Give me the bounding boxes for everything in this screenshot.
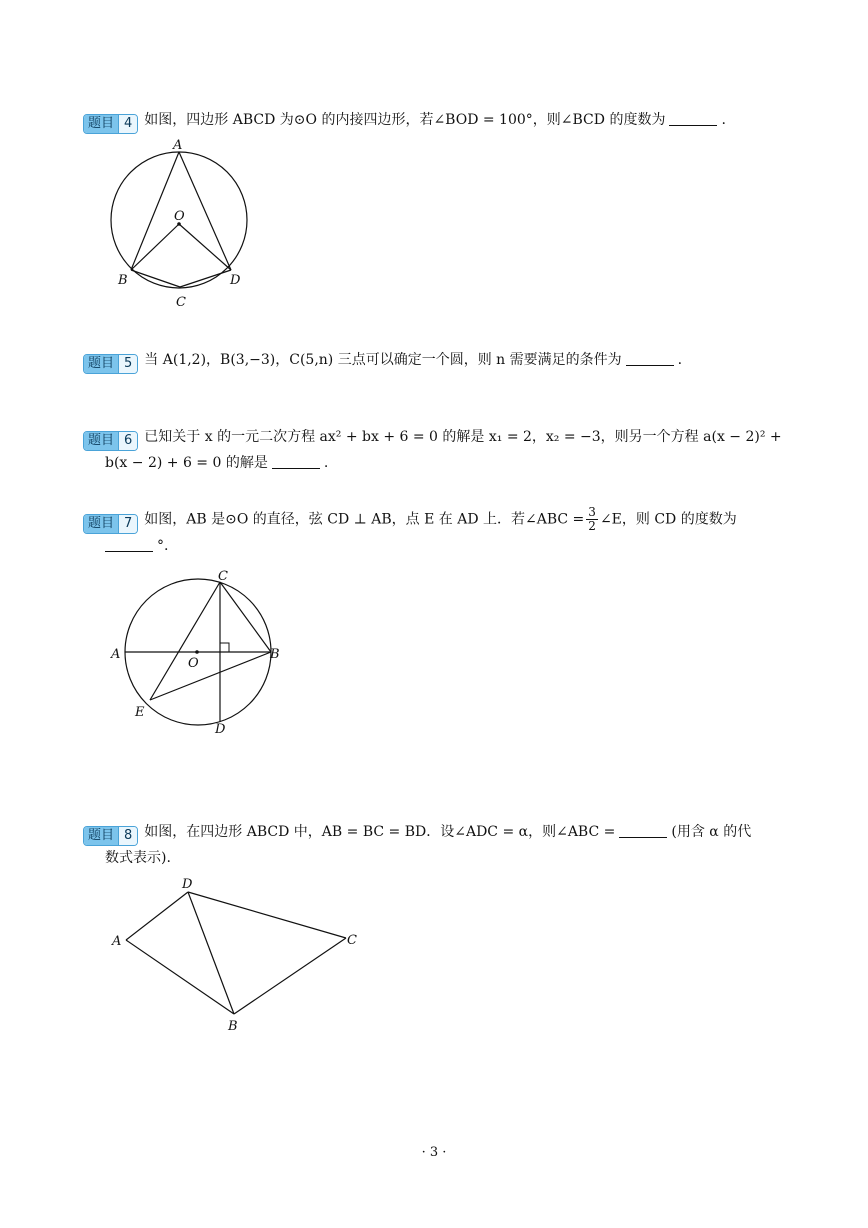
question-8 <box>83 820 783 870</box>
badge-number: 6 <box>118 432 137 450</box>
badge-number: 8 <box>118 827 137 845</box>
label-d: D <box>215 722 226 737</box>
label-a: A <box>111 647 121 662</box>
segment-ab <box>131 152 179 270</box>
badge-label: 题目 <box>84 515 118 533</box>
question-text: 如图，AB 是⊙O 的直径，弦 CD ⊥ AB，点 E 在 AD 上．若∠ABC = <box>144 511 585 528</box>
question-text: 当 A(1,2)，B(3,−3)，C(5,n) 三点可以确定一个圆，则 n 需要满足的条件为 <box>144 352 622 368</box>
question-5 <box>83 348 783 374</box>
question-text-line2: 数式表示). <box>105 850 171 866</box>
label-a: A <box>112 934 122 949</box>
label-a: A <box>173 138 183 153</box>
question-text-line1-end: (用含 α 的代 <box>671 824 752 840</box>
label-d: D <box>230 273 241 288</box>
label-o: O <box>174 209 185 224</box>
answer-blank[interactable] <box>619 823 667 838</box>
question-text-line1: 如图，在四边形 ABCD 中，AB = BC = BD．设∠ADC = α，则∠ABC = <box>144 824 616 840</box>
question-end: . <box>721 112 726 128</box>
fraction-numerator: 3 <box>588 505 596 519</box>
answer-blank[interactable] <box>669 111 717 126</box>
fraction <box>586 506 598 533</box>
segment-ad <box>126 892 188 940</box>
question-badge <box>83 826 138 846</box>
badge-number: 4 <box>118 115 137 133</box>
right-angle-mark <box>220 643 229 652</box>
badge-label: 题目 <box>84 355 118 373</box>
question-text-2: ∠E，则 CD 的度数为 <box>599 511 737 528</box>
question-badge <box>83 431 138 451</box>
segment-ob <box>131 224 179 270</box>
segment-cd <box>180 270 231 287</box>
question-6 <box>83 425 783 475</box>
figure-7 <box>105 566 290 746</box>
segment-ad <box>179 152 231 270</box>
question-end: . <box>323 455 329 471</box>
question-end: . <box>677 352 683 368</box>
question-7 <box>83 506 783 558</box>
answer-blank[interactable] <box>626 351 674 366</box>
question-badge <box>83 354 138 374</box>
segment-cb <box>234 938 346 1014</box>
segment-cb <box>220 582 271 652</box>
label-d: D <box>182 877 193 892</box>
center-point <box>195 650 199 654</box>
figure-8 <box>108 872 368 1037</box>
question-end: °. <box>157 537 169 554</box>
segment-db <box>188 892 234 1014</box>
badge-label: 题目 <box>84 115 118 133</box>
answer-blank[interactable] <box>272 454 320 469</box>
question-4 <box>83 108 783 134</box>
segment-ce <box>150 582 220 700</box>
badge-label: 题目 <box>84 827 118 845</box>
segment-bc <box>131 270 180 287</box>
label-o: O <box>188 656 199 671</box>
figure-4 <box>100 134 260 314</box>
label-b: B <box>270 647 280 662</box>
question-badge <box>83 514 138 534</box>
answer-blank[interactable] <box>105 537 153 552</box>
segment-ba <box>126 940 234 1014</box>
fraction-denominator: 2 <box>588 519 596 533</box>
question-text-line1: 已知关于 x 的一元二次方程 ax² + bx + 6 = 0 的解是 x₁ = 2，x₂ = −3，则另一个方程 a(x − 2)² + <box>144 429 782 445</box>
segment-od <box>179 224 231 270</box>
badge-label: 题目 <box>84 432 118 450</box>
segment-dc <box>188 892 346 938</box>
label-c: C <box>347 933 357 948</box>
label-e: E <box>135 705 145 720</box>
question-text: 如图，四边形 ABCD 为⊙O 的内接四边形，若∠BOD = 100°，则∠BCD 的度数为 <box>144 112 666 128</box>
badge-number: 7 <box>118 515 137 533</box>
segment-eb <box>150 652 271 700</box>
page-number: · 3 · <box>421 1145 447 1160</box>
label-c: C <box>218 569 228 584</box>
question-text-line2: b(x − 2) + 6 = 0 的解是 <box>105 455 268 471</box>
label-b: B <box>228 1019 238 1034</box>
label-c: C <box>176 295 186 310</box>
label-b: B <box>118 273 128 288</box>
question-badge <box>83 114 138 134</box>
badge-number: 5 <box>118 355 137 373</box>
